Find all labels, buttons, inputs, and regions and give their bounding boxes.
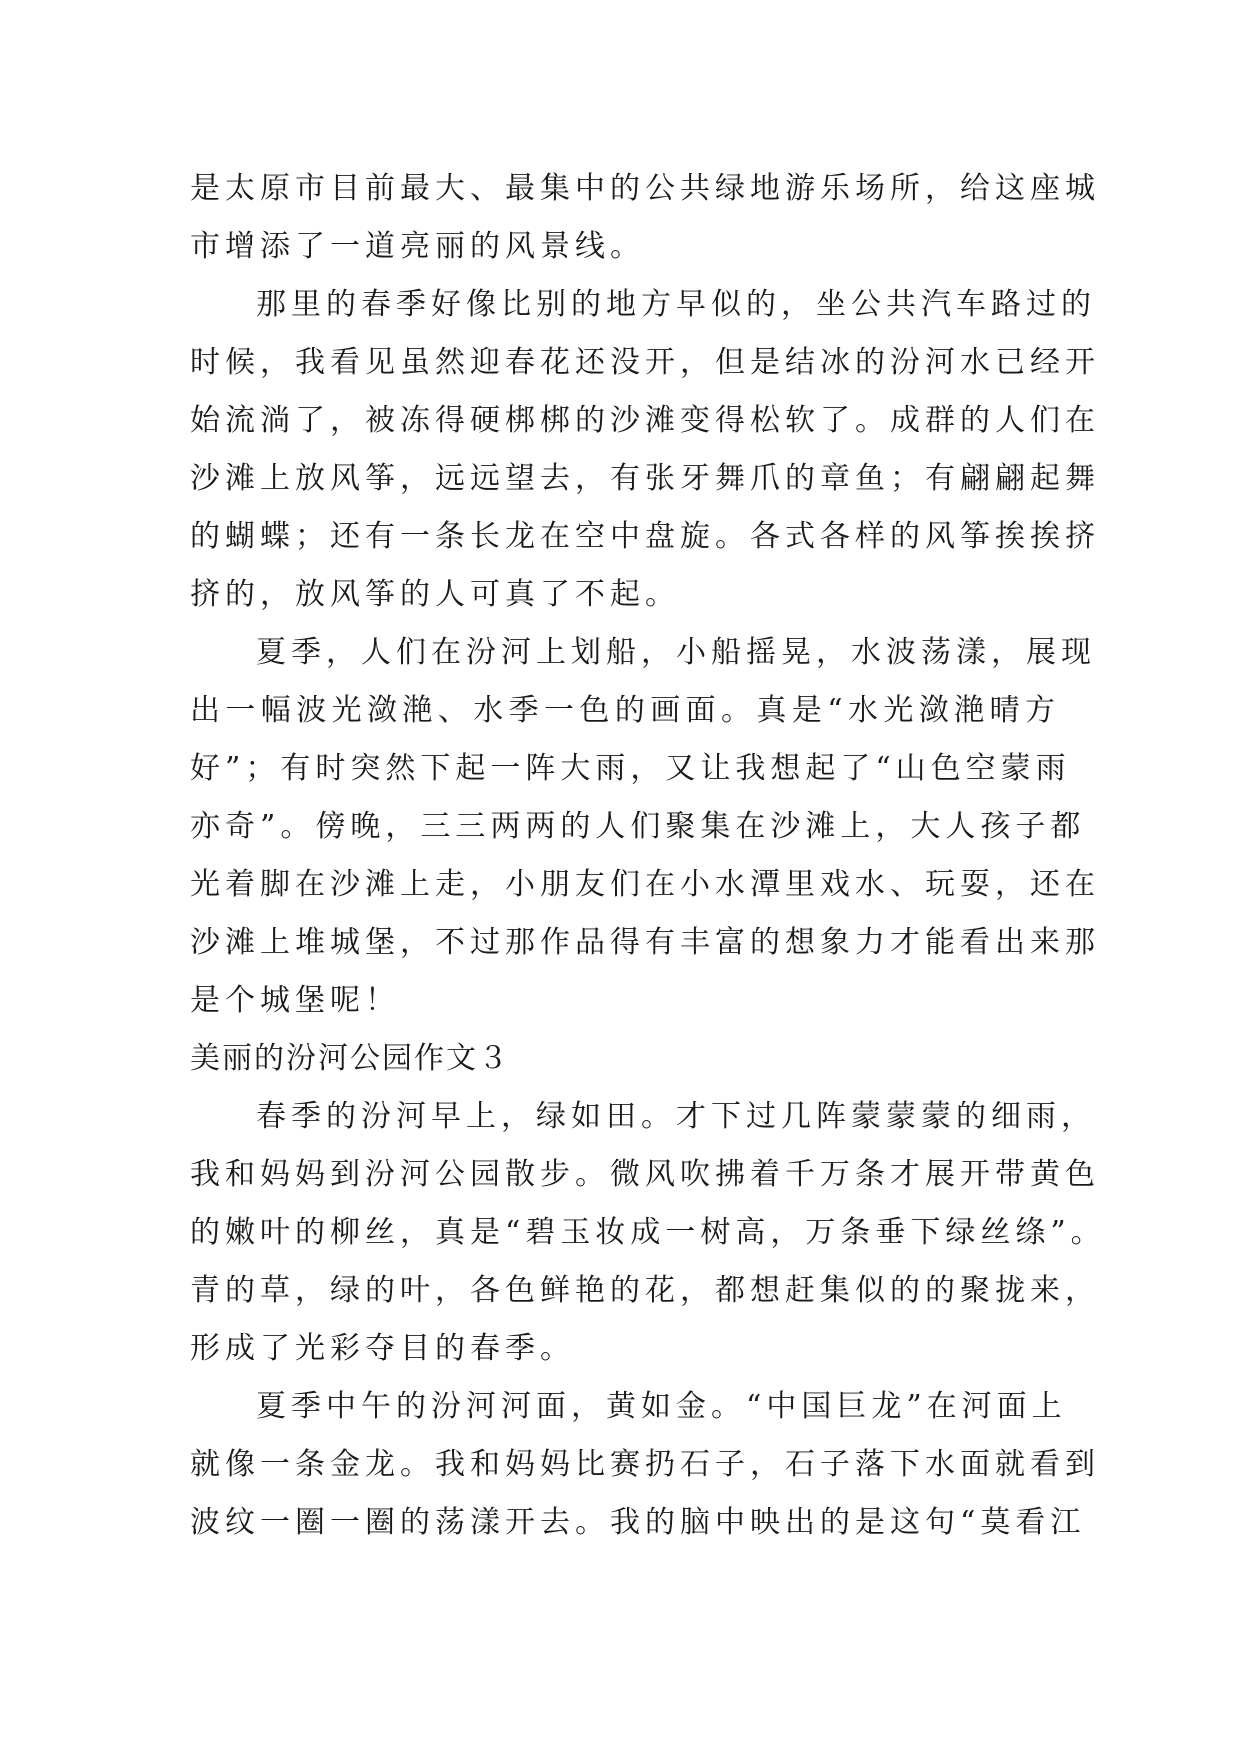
text-line: 的蝴蝶；还有一条长龙在空中盘旋。各式各样的风筝挨挨挤	[190, 519, 1100, 554]
text-line: 我和妈妈到汾河公园散步。微风吹拂着千万条才展开带黄色	[190, 1157, 1100, 1192]
text-line: 亦奇”。傍晚，三三两两的人们聚集在沙滩上，大人孩子都	[190, 809, 1086, 844]
text-line: 光着脚在沙滩上走，小朋友们在小水潭里戏水、玩耍，还在	[190, 867, 1100, 902]
text-line: 青的草，绿的叶，各色鲜艳的花，都想赶集似的的聚拢来，	[190, 1273, 1100, 1308]
text-line: 的嫩叶的柳丝，真是“碧玉妆成一树高，万条垂下绿丝绦”。	[190, 1215, 1106, 1250]
paragraph-start-line: 春季的汾河早上，绿如田。才下过几阵蒙蒙蒙的细雨，	[256, 1099, 1096, 1134]
text-line: 好”；有时突然下起一阵大雨，又让我想起了“山色空蒙雨	[190, 751, 1071, 786]
paragraph-start-line: 那里的春季好像比别的地方早似的，坐公共汽车路过的	[256, 287, 1096, 322]
text-line: 时候，我看见虽然迎春花还没开，但是结冰的汾河水已经开	[190, 345, 1100, 380]
text-line: 市增添了一道亮丽的风景线。	[190, 229, 645, 264]
paragraph-start-line: 夏季中午的汾河河面，黄如金。“中国巨龙”在河面上	[256, 1389, 1067, 1424]
text-line: 始流淌了，被冻得硬梆梆的沙滩变得松软了。成群的人们在	[190, 403, 1100, 438]
text-line: 沙滩上放风筝，远远望去，有张牙舞爪的章鱼；有翩翩起舞	[190, 461, 1100, 496]
paragraph-start-line: 夏季，人们在汾河上划船，小船摇晃，水波荡漾，展现	[256, 635, 1096, 670]
text-line: 挤的，放风筝的人可真了不起。	[190, 577, 680, 612]
section-heading: 美丽的汾河公园作文３	[190, 1041, 510, 1076]
text-line: 就像一条金龙。我和妈妈比赛扔石子，石子落下水面就看到	[190, 1447, 1100, 1482]
article-body	[190, 160, 1106, 1552]
text-line: 是太原市目前最大、最集中的公共绿地游乐场所，给这座城	[190, 171, 1100, 206]
text-line: 形成了光彩夺目的春季。	[190, 1331, 575, 1366]
text-line: 出一幅波光潋滟、水季一色的画面。真是“水光潋滟晴方	[190, 693, 1060, 728]
text-line: 是个城堡呢！	[190, 983, 400, 1018]
text-line: 沙滩上堆城堡，不过那作品得有丰富的想象力才能看出来那	[190, 925, 1100, 960]
text-line: 波纹一圈一圈的荡漾开去。我的脑中映出的是这句“莫看江	[190, 1505, 1086, 1540]
